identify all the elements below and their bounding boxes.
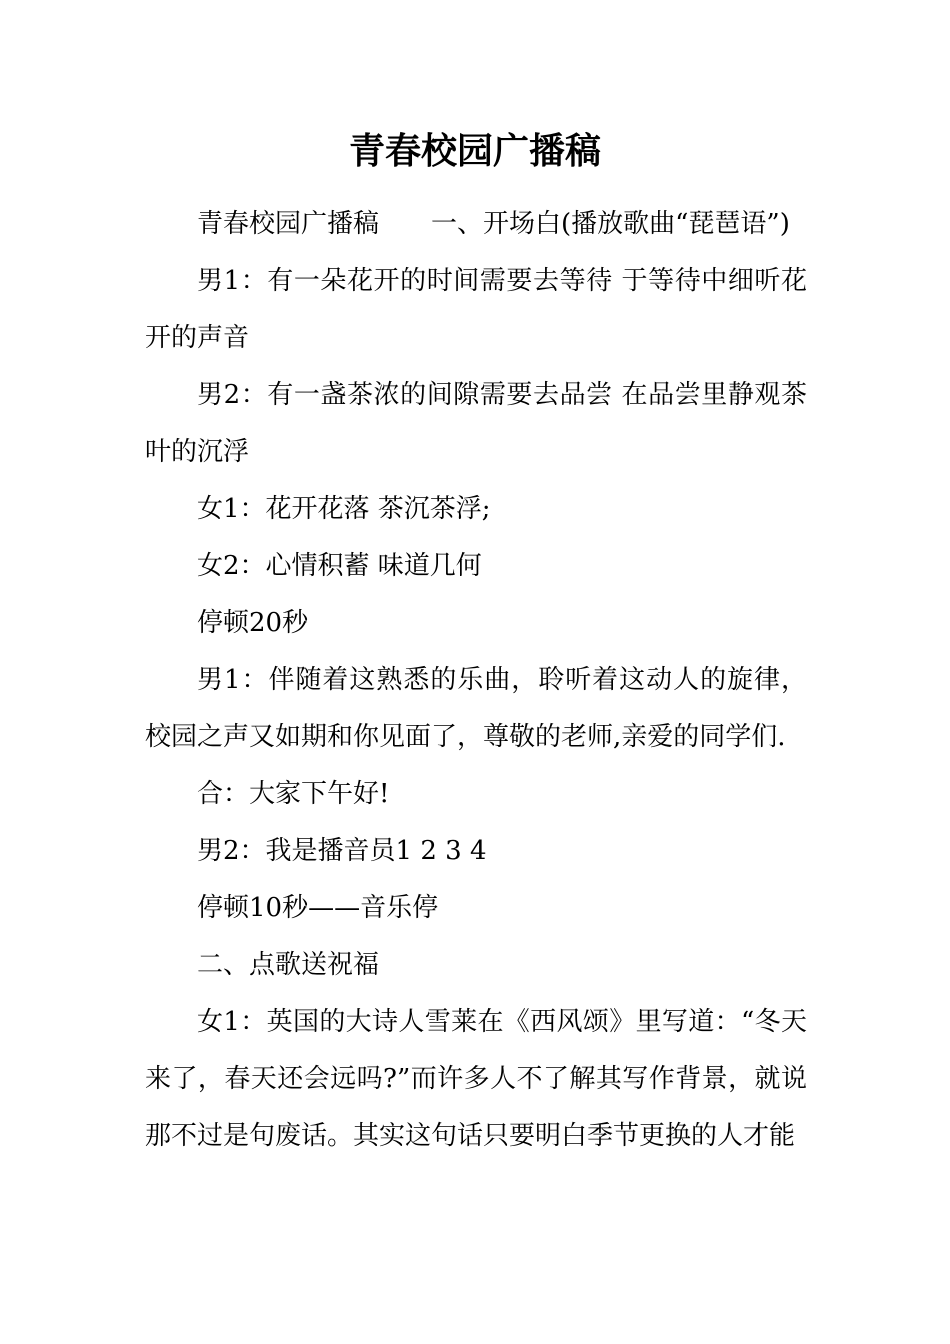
paragraph-male2-tea: 男2：有一盏茶浓的间隙需要去品尝 在品尝里静观茶叶的沉浮: [145, 380, 807, 467]
paragraph-male2-announcers: 男2：我是播音员1 2 3 4: [197, 836, 487, 866]
document-body: [145, 196, 807, 1165]
paragraph-together: 合：大家下午好!: [197, 779, 390, 809]
paragraph-female1: 女1：花开花落 茶沉茶浮;: [197, 494, 491, 524]
paragraph-pause-20: 停顿20秒: [197, 608, 309, 638]
paragraph-male1-flower: 男1：有一朵花开的时间需要去等待 于等待中细听花开的声音: [145, 266, 807, 353]
paragraph-female1-shelley: 女1：英国的大诗人雪莱在《西风颂》里写道：“冬天来了，春天还会远吗?”而许多人不了解其写作背景，就说那不过是句废话。其实这句话只要明白季节更换的人才能: [145, 1007, 807, 1151]
paragraph-intro: 青春校园广播稿 一、开场白(播放歌曲“琵琶语”): [197, 209, 790, 239]
paragraph-male1-greeting: 男1：伴随着这熟悉的乐曲，聆听着这动人的旋律，校园之声又如期和你见面了，尊敬的老师,亲爱的同学们.: [145, 665, 807, 752]
paragraph-section-two: 二、点歌送祝福: [197, 950, 380, 980]
paragraph-female2: 女2：心情积蓄 味道几何: [197, 551, 482, 581]
paragraph-pause-10: 停顿10秒——音乐停: [197, 893, 439, 923]
document-title: 青春校园广播稿: [348, 131, 601, 172]
